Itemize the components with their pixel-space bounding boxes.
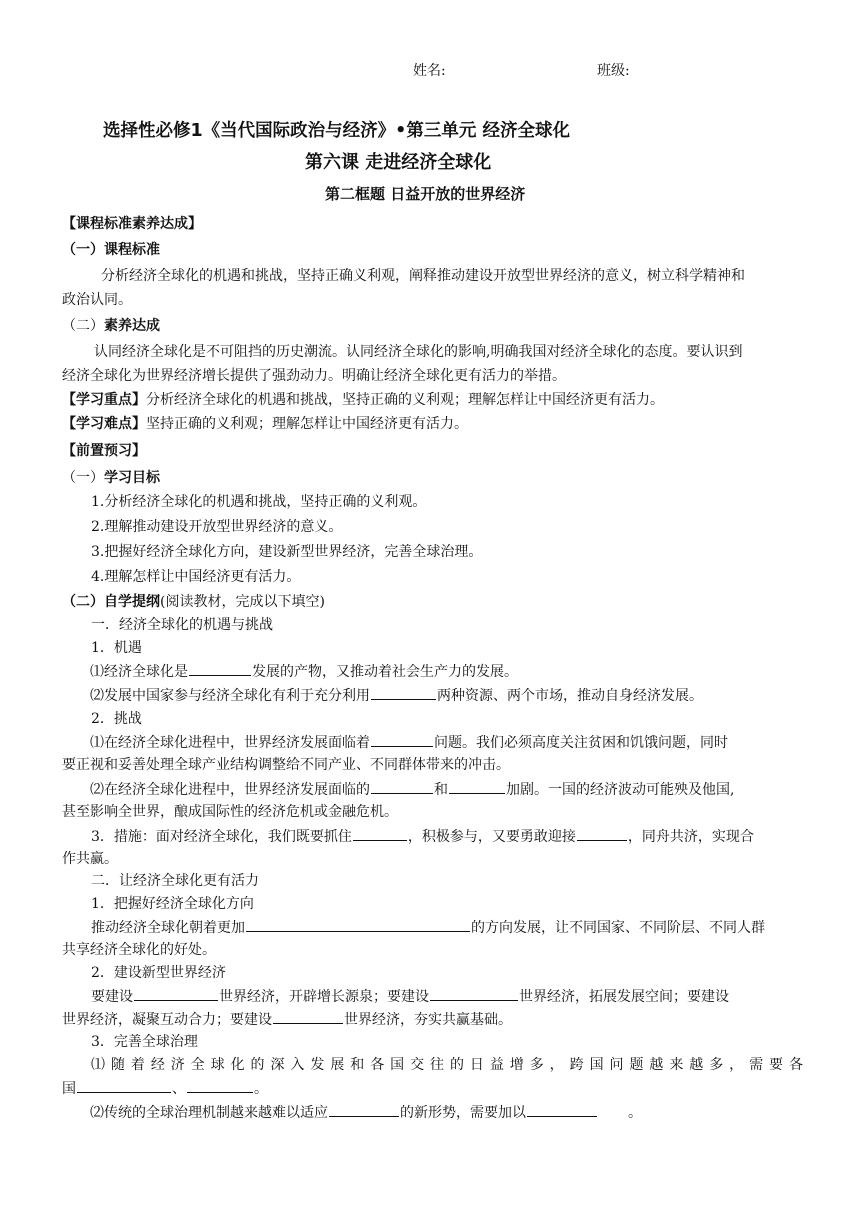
- literacy-prefix: （二）: [62, 318, 104, 334]
- fill-line-4: [90, 779, 830, 800]
- answer-blank[interactable]: [371, 779, 433, 794]
- text: ⑴在经济全球化进程中，世界经济发展面临着: [90, 735, 370, 751]
- new-economy-title: 2．建设新型世界经济: [91, 965, 226, 981]
- preview-heading: 【前置预习】: [62, 443, 146, 459]
- difficult-points-label: 【学习难点】: [62, 416, 146, 432]
- text: 。: [628, 1105, 642, 1121]
- frame-title: 第二框题 日益开放的世界经济: [325, 185, 526, 203]
- main-title: 选择性必修1《当代国际政治与经济》•第三单元 经济全球化: [103, 121, 570, 141]
- fill-line-4-cont: 甚至影响全世界，酿成国际性的经济危机或金融危机。: [62, 804, 398, 820]
- fill-line-8-cont: [62, 1078, 802, 1099]
- fill-line-5: [91, 826, 831, 847]
- standard-text-line2: 政治认同。: [62, 292, 132, 308]
- answer-blank[interactable]: [371, 732, 433, 747]
- text: 国: [62, 1081, 76, 1097]
- outline-title: （二）自学提纲: [62, 594, 160, 610]
- answer-blank[interactable]: [329, 1102, 399, 1117]
- text: ，同舟共济，实现合: [627, 829, 754, 845]
- text: 世界经济，凝聚互动合力；要建设: [62, 1012, 272, 1028]
- text: 世界经济，夯实共赢基础。: [344, 1012, 512, 1028]
- answer-blank[interactable]: [430, 986, 518, 1001]
- standards-heading: 【课程标准素养达成】: [62, 216, 202, 232]
- literacy-heading: [62, 316, 802, 336]
- answer-blank[interactable]: [134, 986, 218, 1001]
- text: 、: [172, 1081, 186, 1097]
- text: 。: [254, 1081, 268, 1097]
- fill-line-3: [90, 732, 830, 753]
- literacy-title: 素养达成: [104, 318, 160, 334]
- text: ，积极参与，又要勇敢迎接: [407, 829, 576, 845]
- text: ⑵传统的全球治理机制越来越难以适应: [90, 1105, 328, 1121]
- difficult-points-text: 坚持正确的义利观；理解怎样让中国经济更有活力。: [146, 416, 468, 432]
- answer-blank[interactable]: [77, 1078, 171, 1093]
- text: 两种资源、两个市场，推动自身经济发展。: [437, 688, 703, 704]
- text: ⑵在经济全球化进程中，世界经济发展面临的: [90, 782, 370, 798]
- curriculum-standard-heading: （一）课程标准: [62, 242, 160, 258]
- fill-line-7: [91, 986, 831, 1007]
- text: 3．措施：面对经济全球化，我们既要抓住: [91, 829, 352, 845]
- governance-title: 3．完善全球治理: [91, 1034, 198, 1050]
- text: 世界经济，拓展发展空间；要建设: [519, 989, 729, 1005]
- section-two-title: 二．让经济全球化更有活力: [91, 873, 259, 889]
- answer-blank[interactable]: [187, 1078, 253, 1093]
- answer-blank[interactable]: [449, 779, 505, 794]
- name-label: 姓名:: [413, 63, 446, 79]
- goal-item: 1.分析经济全球化的机遇和挑战，坚持正确的义利观。: [91, 494, 427, 510]
- answer-blank[interactable]: [273, 1009, 343, 1024]
- goal-item: 4.理解怎样让中国经济更有活力。: [91, 569, 301, 585]
- text: ⑵发展中国家参与经济全球化有利于充分利用: [90, 688, 370, 704]
- fill-line-2: [90, 685, 830, 706]
- section-one-title: 一．经济全球化的机遇与挑战: [91, 617, 273, 633]
- fill-line-3-cont: 要正视和妥善处理全球产业结构调整给不同产业、不同群体带来的冲击。: [62, 757, 510, 773]
- key-points: [62, 390, 802, 410]
- answer-blank[interactable]: [577, 826, 627, 841]
- answer-blank[interactable]: [353, 826, 407, 841]
- literacy-text-line1: 认同经济全球化是不可阻挡的历史潮流。认同经济全球化的影响,明确我国对经济全球化的态度。要认识到: [94, 344, 743, 360]
- text: 世界经济，开辟增长源泉；要建设: [219, 989, 429, 1005]
- outline-heading: [62, 592, 802, 612]
- literacy-text-line2: 经济全球化为世界经济增长提供了强劲动力。明确让经济全球化更有活力的举措。: [62, 368, 566, 384]
- fill-line-8: ⑴随着经济全球化的深入发展和各国交往的日益增多，跨国问题越来越多，需要各: [91, 1057, 803, 1073]
- challenge-title: 2．挑战: [91, 711, 142, 727]
- goals-title: 学习目标: [104, 470, 160, 486]
- standard-text-line1: 分析经济全球化的机遇和挑战，坚持正确义利观，阐释推动建设开放型世界经济的意义，树立科学精神和: [101, 268, 745, 284]
- answer-blank[interactable]: [527, 1102, 597, 1117]
- text: 推动经济全球化朝着更加: [91, 920, 245, 936]
- difficult-points: [62, 414, 802, 434]
- key-points-label: 【学习重点】: [62, 392, 146, 408]
- text: ⑴经济全球化是: [90, 664, 188, 680]
- lesson-title: 第六课 走进经济全球化: [305, 152, 492, 173]
- text: 和: [434, 782, 448, 798]
- answer-blank[interactable]: [246, 917, 470, 932]
- fill-line-1: [90, 661, 830, 682]
- class-label: 班级:: [597, 63, 630, 79]
- direction-title: 1．把握好经济全球化方向: [91, 896, 254, 912]
- fill-line-6: [91, 917, 831, 938]
- fill-line-9: [90, 1102, 830, 1123]
- goals-heading: [62, 468, 802, 488]
- fill-line-7-cont: [62, 1009, 802, 1030]
- fill-line-5-cont: 作共赢。: [62, 851, 118, 867]
- goal-item: 3.把握好经济全球化方向，建设新型世界经济，完善全球治理。: [91, 544, 483, 560]
- answer-blank[interactable]: [371, 685, 436, 700]
- outline-note: (阅读教材，完成以下填空): [160, 594, 325, 610]
- text: 问题。我们必须高度关注贫困和饥饿问题，同时: [434, 735, 728, 751]
- fill-line-6-cont: 共享经济全球化的好处。: [62, 942, 216, 958]
- text: 发展的产物，又推动着社会生产力的发展。: [252, 664, 518, 680]
- text: 要建设: [91, 989, 133, 1005]
- text: 的方向发展，让不同国家、不同阶层、不同人群: [471, 920, 765, 936]
- text: 加剧。一国的经济波动可能殃及他国,: [506, 782, 735, 798]
- goal-item: 2.理解推动建设开放型世界经济的意义。: [91, 519, 343, 535]
- key-points-text: 分析经济全球化的机遇和挑战，坚持正确的义利观；理解怎样让中国经济更有活力。: [146, 392, 664, 408]
- text: 的新形势，需要加以: [400, 1105, 526, 1121]
- opportunity-title: 1．机遇: [91, 640, 142, 656]
- goals-prefix: （一）: [62, 470, 104, 486]
- answer-blank[interactable]: [189, 661, 251, 676]
